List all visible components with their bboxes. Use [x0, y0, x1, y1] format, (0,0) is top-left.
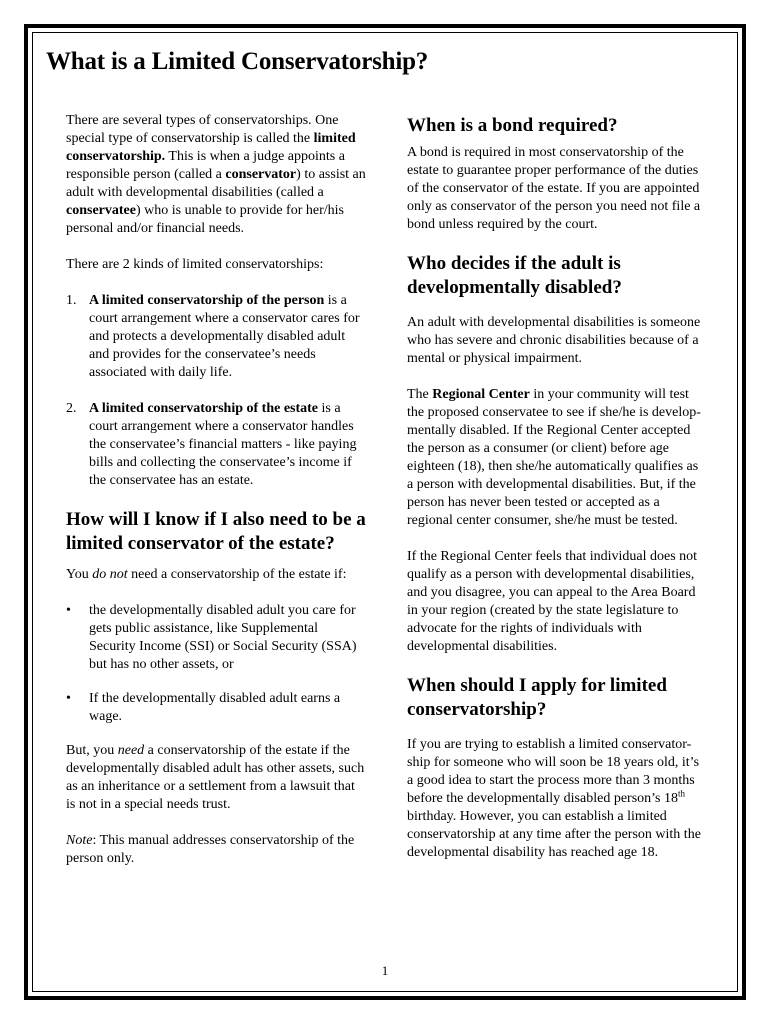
section-paragraph [407, 548, 707, 656]
text-run: need [117, 743, 145, 758]
text-run: birthday. However, you can establish a limited conservatorship at any time after the person with the developmental disability has reached age 18. [407, 809, 701, 860]
section-paragraph [407, 314, 707, 368]
text-run: But, you [66, 743, 118, 758]
list-item-text [89, 603, 357, 672]
text-run: The [407, 387, 433, 402]
text-run: do not [92, 567, 128, 582]
section-heading: When should I apply for limited conservatorship? [407, 675, 667, 720]
text-run: : This manual addresses conservatorship of the person only. [66, 833, 355, 866]
left-column [66, 112, 366, 886]
list-marker: • [66, 603, 71, 618]
kinds-intro-paragraph [66, 256, 366, 274]
document-title: What is a Limited Conservatorship? [46, 48, 429, 75]
section-heading: Who decides if the adult is developmentally disabled? [407, 253, 622, 298]
text-run: the developmentally disabled adult you care for gets public assistance, like Supplemental Security Income (SSI) or Social Security (SSA) but has no other assets, or [89, 603, 357, 672]
text-run: th [677, 788, 685, 799]
text-run: A limited conservatorship of the person [89, 293, 325, 308]
text-run: a conservatorship of the estate if the developmentally disabled adult has other assets, such as an inheritance or a settlement from a lawsuit that is not in a special needs trust. [66, 743, 365, 812]
text-run: An adult with developmental disabilities is someone who has severe and chronic disabilities because of a mental or physical impairment. [407, 315, 701, 366]
text-run: There are 2 kinds of limited conservatorships: [66, 257, 324, 272]
do-not-need-paragraph [66, 566, 366, 584]
text-run: If the Regional Center feels that individual does not qualify as a person with developmental disabilities, and you disagree, you can appeal to the Area Board in your region (created by the state legislature to advocate for the rights of individuals with developmental disabilities. [407, 549, 698, 654]
text-run: in your community will test the proposed conservatee to see if she/he is develop-mentally disabled. If the Regional Center accepted the person as a consumer (or client) before age eighteen (18), then she/he automatically qualifies as a person with developmental disabilities. But, if the person has never been tested or accepted as a regional center consumer, she/he must be tested. [407, 387, 701, 528]
bullet-list-item [66, 602, 366, 674]
section-paragraph [407, 386, 707, 530]
text-run: There are several types of conservatorships. One special type of conservatorship is called the [66, 113, 339, 146]
kinds-list-item [66, 292, 366, 382]
text-run: A limited conservatorship of the estate [89, 401, 319, 416]
assets-bullet-list [66, 602, 366, 726]
list-marker: 1. [66, 293, 77, 308]
text-run: Regional Center [432, 387, 530, 402]
kinds-list [66, 292, 366, 490]
bullet-list-item [66, 690, 366, 726]
list-item-text [89, 401, 356, 488]
text-run: ) to assist an adult with developmental disabilities (called a [66, 167, 366, 200]
list-item-text [89, 293, 360, 380]
section-heading: When is a bond required? [407, 115, 618, 136]
text-run: conservatee [66, 203, 136, 218]
kinds-list-item [66, 400, 366, 490]
list-marker: 2. [66, 401, 77, 416]
text-run: You [66, 567, 93, 582]
text-run: If you are trying to establish a limited conservator-ship for someone who will soon be 18 years old, it’s a good idea to start the process more than 3 months before the developmentally disabled person’s 18 [407, 737, 700, 806]
intro-paragraph [66, 112, 366, 238]
text-run: is a court arrangement where a conservator handles the conservatee’s financial matters - like paying bills and collecting the conservatee’s income if the conservatee has an estate. [89, 401, 357, 488]
text-run: conservator [225, 167, 297, 182]
page-number: 1 [381, 963, 389, 978]
text-run: If the developmentally disabled adult earns a wage. [89, 691, 341, 724]
right-column [407, 112, 707, 880]
text-run: limited conservatorship. [66, 131, 356, 164]
need-paragraph [66, 742, 366, 814]
list-marker: • [66, 691, 71, 706]
text-run: Note [66, 833, 93, 848]
text-run: A bond is required in most conservatorship of the estate to guarantee proper performance of the duties of the conservator of the estate. If you are appointed only as conservator of the person you need not file a bond unless required by the court. [407, 145, 701, 232]
estate-heading: How will I know if I also need to be a limited conservator of the estate? [66, 509, 366, 554]
text-run: is a court arrangement where a conservator cares for and protects a developmentally disabled adult and provides for the conservatee’s needs associated with daily life. [89, 293, 360, 380]
section-paragraph [407, 736, 707, 862]
text-run: need a conservatorship of the estate if: [127, 567, 347, 582]
list-item-text [89, 691, 340, 724]
note-paragraph [66, 832, 366, 868]
text-run: ) who is unable to provide for her/his personal and/or financial needs. [66, 203, 344, 236]
section-paragraph [407, 144, 707, 234]
text-run: This is when a judge appoints a responsible person (called a [66, 149, 345, 182]
